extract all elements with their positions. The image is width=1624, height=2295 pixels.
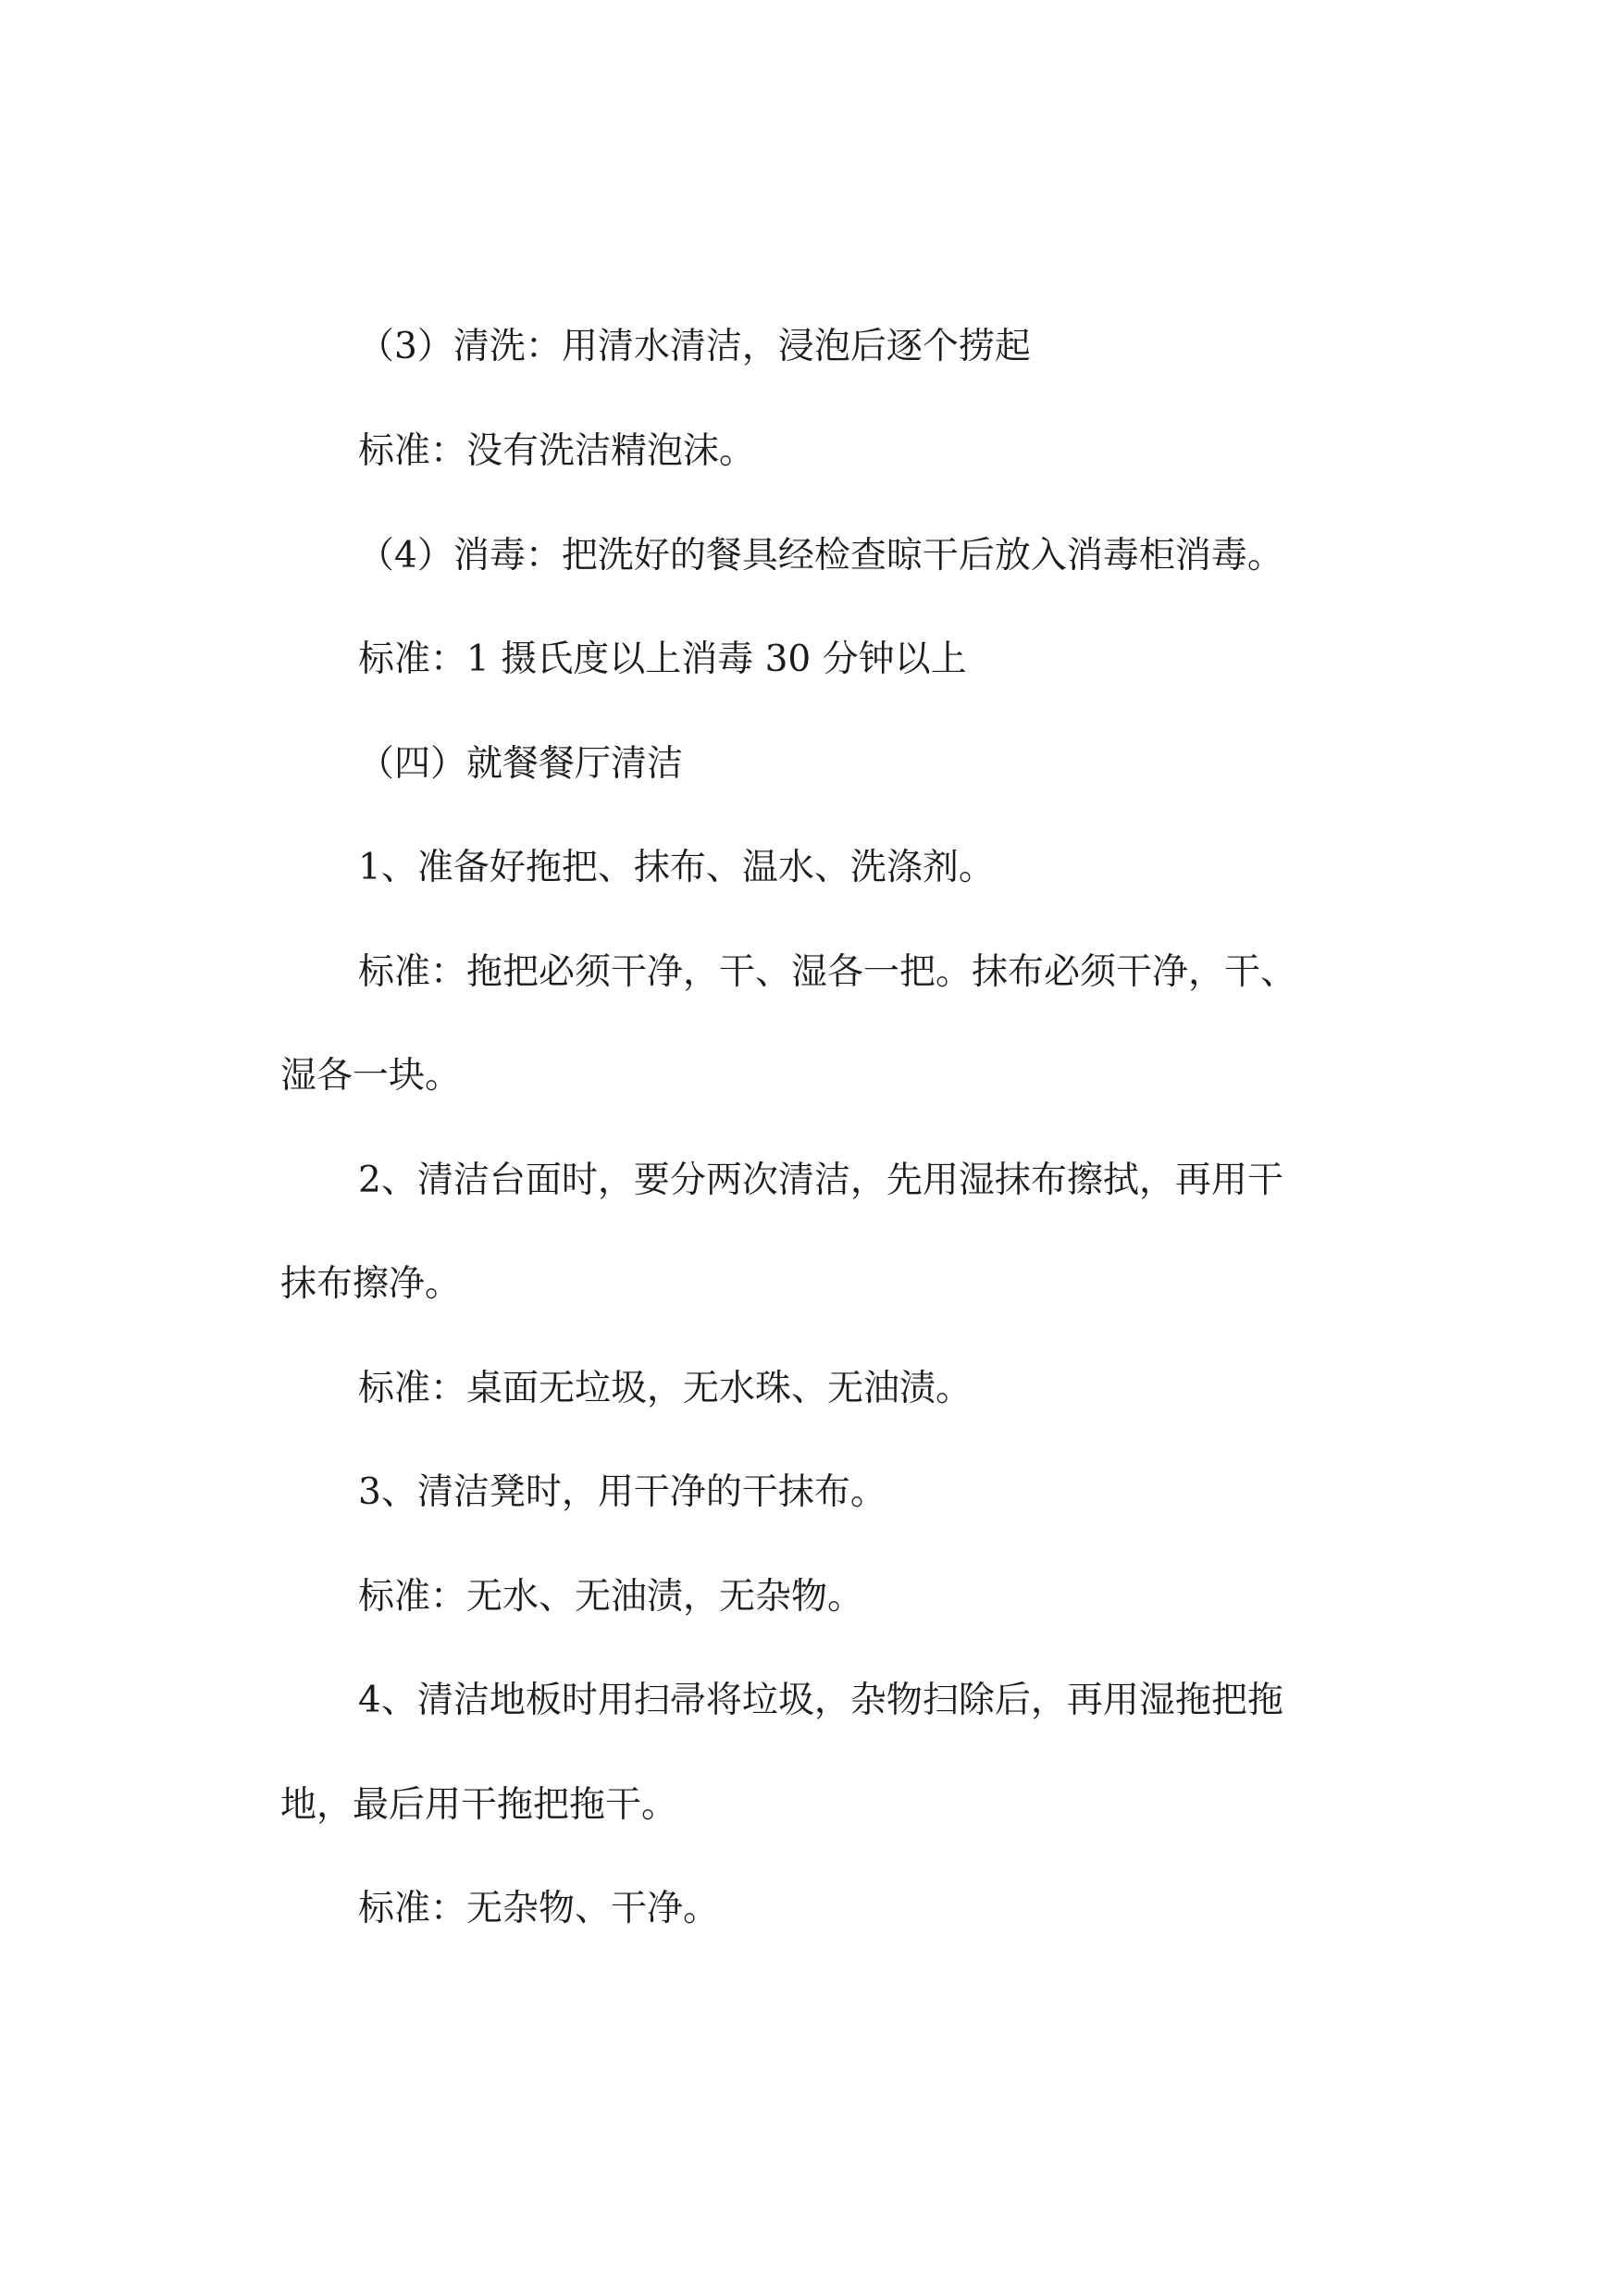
text-line: 标准：无水、无油渍，无杂物。	[358, 1576, 864, 1618]
section-heading: （四）就餐餐厅清洁	[358, 743, 684, 785]
text-line: 2、清洁台面时，要分两次清洁，先用湿抹布擦拭，再用干	[358, 1160, 1283, 1201]
text-line: 标准：无杂物、干净。	[358, 1888, 720, 1929]
text-line: （3）清洗：用清水清洁，浸泡后逐个捞起	[358, 326, 1031, 367]
text-line: 湿各一块。	[280, 1055, 462, 1097]
text-line: 标准：1 摄氏度以上消毒 30 分钟以上	[358, 639, 967, 680]
text-line: 1、准备好拖把、抹布、温水、洗涤剂。	[358, 847, 995, 888]
text-line: 标准：桌面无垃圾，无水珠、无油渍。	[358, 1368, 973, 1409]
text-line: 标准：拖把必须干净，干、湿各一把。抹布必须干净，干、	[358, 951, 1297, 993]
text-line: 3、清洁凳时，用干净的干抹布。	[358, 1471, 886, 1513]
text-line: （4）消毒：把洗好的餐具经检查晾干后放入消毒柜消毒。	[358, 535, 1283, 577]
text-line: 4、清洁地板时用扫帚将垃圾，杂物扫除后，再用湿拖把拖	[358, 1680, 1283, 1721]
text-line: 地，最后用干拖把拖干。	[280, 1784, 678, 1826]
text-line: 标准：没有洗洁精泡沫。	[358, 430, 756, 472]
text-line: 抹布擦净。	[280, 1263, 462, 1305]
